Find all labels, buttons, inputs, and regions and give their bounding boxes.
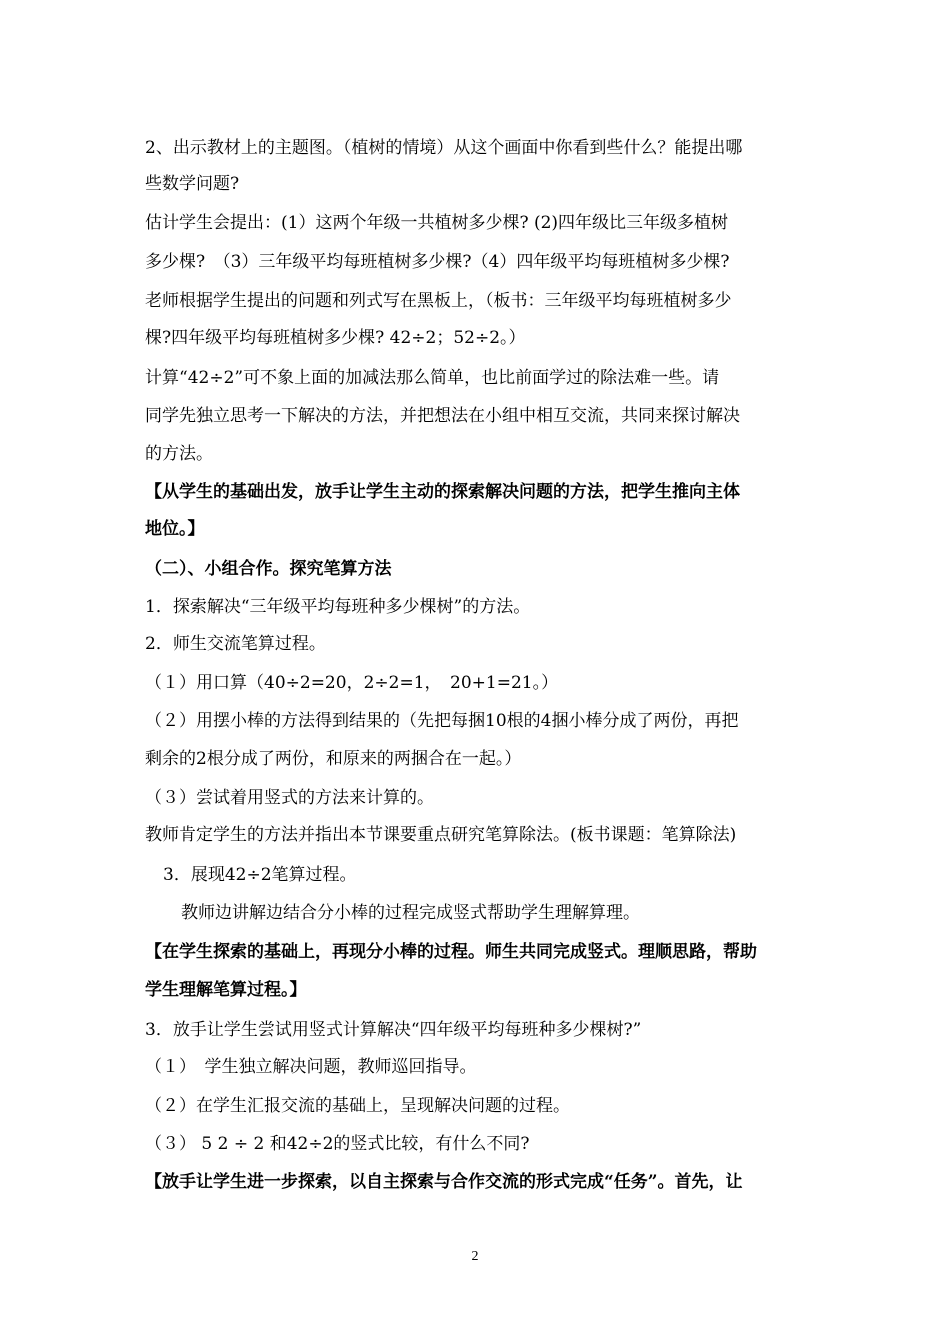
text-line: 3．展现42÷2笔算过程。 bbox=[163, 865, 357, 885]
text-line: 教师边讲解边结合分小棒的过程完成竖式帮助学生理解算理。 bbox=[181, 903, 640, 923]
text-line: 多少棵? （3）三年级平均每班植树多少棵?（4）四年级平均每班植树多少棵? bbox=[145, 252, 730, 272]
text-line: 的方法。 bbox=[145, 444, 213, 464]
text-line: 1．探索解决“三年级平均每班种多少棵树”的方法。 bbox=[145, 597, 531, 617]
text-line: 教师肯定学生的方法并指出本节课要重点研究笔算除法。(板书课题：笔算除法) bbox=[145, 825, 737, 845]
bold-comment-line: 【在学生探索的基础上，再现分小棒的过程。师生共同完成竖式。理顺思路，帮助 bbox=[145, 942, 757, 962]
text-line: （１）用口算（40÷2=20，2÷2=1， 20+1=21。） bbox=[145, 673, 559, 693]
text-line: 剩余的2根分成了两份，和原来的两捆合在一起。） bbox=[145, 749, 522, 769]
text-line: 2．师生交流笔算过程。 bbox=[145, 634, 326, 654]
section-heading: （二）、小组合作。探究笔算方法 bbox=[145, 559, 392, 579]
bold-comment-line: 【从学生的基础出发，放手让学生主动的探索解决问题的方法，把学生推向主体 bbox=[145, 482, 740, 502]
text-line: （３）尝试着用竖式的方法来计算的。 bbox=[145, 788, 434, 808]
text-line: 同学先独立思考一下解决的方法，并把想法在小组中相互交流，共同来探讨解决 bbox=[145, 406, 740, 426]
text-line: （１） 学生独立解决问题，教师巡回指导。 bbox=[145, 1057, 477, 1077]
bold-comment-line: 【放手让学生进一步探索，以自主探索与合作交流的形式完成“任务”。首先，让 bbox=[145, 1172, 743, 1192]
text-line: 老师根据学生提出的问题和列式写在黑板上，（板书：三年级平均每班植树多少 bbox=[145, 291, 732, 311]
page-number: 2 bbox=[471, 1249, 479, 1264]
text-line: （３） 5 2 ÷ 2 和42÷2的竖式比较，有什么不同? bbox=[145, 1134, 530, 1154]
text-line: 计算“42÷2”可不象上面的加减法那么简单，也比前面学过的除法难一些。请 bbox=[145, 368, 720, 388]
text-line: 3．放手让学生尝试用竖式计算解决“四年级平均每班种多少棵树?” bbox=[145, 1020, 642, 1040]
bold-comment-line: 学生理解笔算过程。】 bbox=[145, 980, 307, 1000]
text-line: （２）在学生汇报交流的基础上，呈现解决问题的过程。 bbox=[145, 1096, 570, 1116]
text-line: 估计学生会提出：(1）这两个年级一共植树多少棵? (2)四年级比三年级多植树 bbox=[145, 213, 729, 233]
text-line: 棵?四年级平均每班植树多少棵? 42÷2；52÷2。） bbox=[145, 328, 526, 348]
text-line: 2、出示教材上的主题图。（植树的情境）从这个画面中你看到些什么？能提出哪 bbox=[145, 138, 743, 158]
bold-comment-line: 地位。】 bbox=[145, 519, 205, 539]
text-line: 些数学问题? bbox=[145, 174, 240, 194]
text-line: （２）用摆小棒的方法得到结果的（先把每捆10根的4捆小棒分成了两份，再把 bbox=[145, 711, 739, 731]
